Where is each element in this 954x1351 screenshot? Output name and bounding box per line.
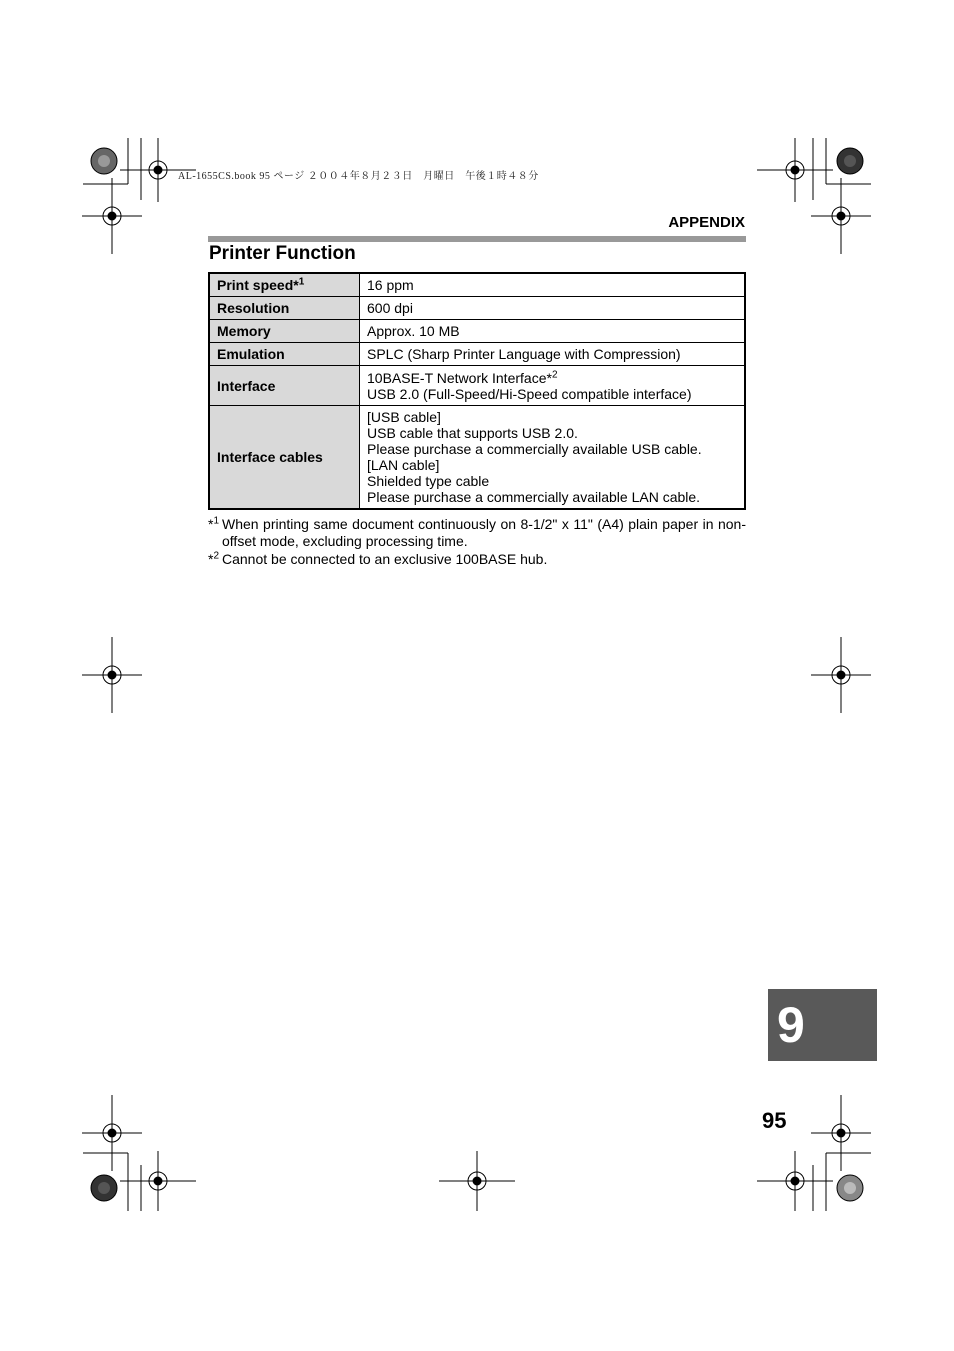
row-label: Emulation — [209, 343, 360, 366]
row-label: Resolution — [209, 297, 360, 320]
row-value: SPLC (Sharp Printer Language with Compression) — [360, 343, 746, 366]
chapter-tab — [768, 989, 877, 1061]
row-value: 600 dpi — [360, 297, 746, 320]
row-value: [USB cable] USB cable that supports USB 2.0. Please purchase a commercially available USB cable. [LAN cable] Shielded type cable Please purchase a commercially available LAN cable. — [360, 406, 746, 510]
page-number: 95 — [762, 1108, 787, 1133]
table-row — [209, 366, 745, 406]
table-row — [209, 406, 745, 510]
row-label: Interface cables — [209, 406, 360, 510]
table-row — [209, 320, 745, 343]
footnotes — [208, 516, 746, 568]
table-row — [209, 273, 745, 297]
section-label: APPENDIX — [668, 214, 745, 231]
spec-table — [208, 272, 746, 510]
footnote-2: *$^2$ Cannot be connected to an exclusive 100BASE hub. — [208, 550, 548, 567]
footnote-1: *$^1$ When printing same document continuously on 8-1/2" x 11" (A4) plain paper in non-offset mode, excluding processing time. — [208, 515, 746, 549]
row-label: Interface — [209, 366, 360, 406]
chapter-number: 9 — [777, 997, 805, 1053]
table-row — [209, 343, 745, 366]
row-label: Print speed*$^1$ — [209, 273, 360, 297]
title-rule — [208, 236, 746, 242]
row-label: Memory — [209, 320, 360, 343]
print-header: AL-1655CS.book 95 ページ ２００４年８月２３日 月曜日 午後１時４８分 — [178, 171, 539, 182]
page-title: Printer Function — [209, 243, 356, 264]
row-value: Approx. 10 MB — [360, 320, 746, 343]
row-value: 16 ppm — [360, 273, 746, 297]
table-row — [209, 297, 745, 320]
row-value: 10BASE-T Network Interface*$^2$ USB 2.0 (Full-Speed/Hi-Speed compatible interface) — [360, 366, 746, 406]
